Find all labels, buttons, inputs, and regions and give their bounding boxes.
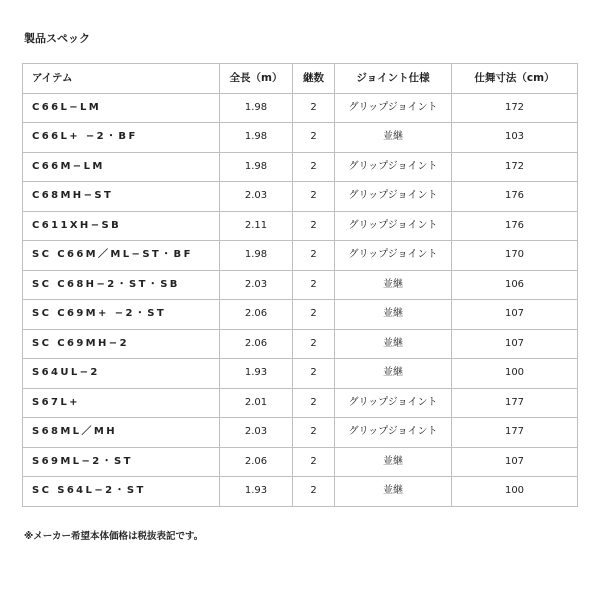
cell-closed-length: 107 [452,300,578,330]
cell-closed-length: 107 [452,329,578,359]
table-row [23,418,578,448]
cell-pieces: 2 [293,329,335,359]
cell-joint: グリップジョイント [335,211,452,241]
cell-length: 1.98 [220,241,293,271]
cell-length: 2.03 [220,270,293,300]
table-row [23,182,578,212]
cell-length: 2.11 [220,211,293,241]
cell-closed-length: 172 [452,93,578,123]
cell-pieces: 2 [293,241,335,271]
cell-item: C611XH−SB [23,211,220,241]
cell-closed-length: 106 [452,270,578,300]
cell-length: 2.06 [220,447,293,477]
cell-item: SC S64L−2・ST [23,477,220,507]
page-title: 製品スペック [24,32,90,45]
cell-pieces: 2 [293,359,335,389]
cell-pieces: 2 [293,152,335,182]
cell-length: 1.98 [220,152,293,182]
cell-item: S69ML−2・ST [23,447,220,477]
cell-length: 1.98 [220,123,293,153]
cell-pieces: 2 [293,388,335,418]
cell-item: SC C69M+ −2・ST [23,300,220,330]
cell-pieces: 2 [293,300,335,330]
cell-pieces: 2 [293,182,335,212]
cell-joint: 並継 [335,270,452,300]
cell-joint: グリップジョイント [335,152,452,182]
cell-pieces: 2 [293,447,335,477]
cell-closed-length: 170 [452,241,578,271]
header-item: アイテム [23,64,220,94]
header-joint: ジョイント仕様 [335,64,452,94]
cell-joint: 並継 [335,300,452,330]
cell-closed-length: 100 [452,477,578,507]
cell-item: S68ML／MH [23,418,220,448]
header-closed-length: 仕舞寸法（cm） [452,64,578,94]
cell-item: C68MH−ST [23,182,220,212]
cell-joint: グリップジョイント [335,241,452,271]
table-row [23,241,578,271]
cell-length: 1.93 [220,477,293,507]
table-row [23,152,578,182]
cell-pieces: 2 [293,270,335,300]
spec-table [22,63,578,507]
table-body [23,93,578,506]
footnote: ※メーカー希望本体価格は税抜表記です。 [24,531,204,542]
cell-joint: グリップジョイント [335,418,452,448]
cell-joint: 並継 [335,477,452,507]
cell-closed-length: 177 [452,418,578,448]
cell-length: 2.03 [220,418,293,448]
cell-item: SC C66M／ML−ST・BF [23,241,220,271]
table-row [23,93,578,123]
cell-length: 2.03 [220,182,293,212]
cell-closed-length: 172 [452,152,578,182]
header-length: 全長（m） [220,64,293,94]
header-pieces: 継数 [293,64,335,94]
table-row [23,270,578,300]
cell-pieces: 2 [293,123,335,153]
cell-joint: 並継 [335,123,452,153]
cell-closed-length: 100 [452,359,578,389]
cell-item: C66L+ −2・BF [23,123,220,153]
cell-length: 1.98 [220,93,293,123]
table-row [23,211,578,241]
cell-closed-length: 103 [452,123,578,153]
cell-item: SC C69MH−2 [23,329,220,359]
cell-length: 2.06 [220,300,293,330]
cell-length: 1.93 [220,359,293,389]
cell-length: 2.01 [220,388,293,418]
table-header-row [23,64,578,94]
cell-item: SC C68H−2・ST・SB [23,270,220,300]
table-row [23,329,578,359]
table-row [23,300,578,330]
cell-length: 2.06 [220,329,293,359]
cell-joint: 並継 [335,359,452,389]
table-row [23,447,578,477]
cell-item: C66M−LM [23,152,220,182]
cell-pieces: 2 [293,418,335,448]
table-row [23,388,578,418]
cell-joint: グリップジョイント [335,93,452,123]
cell-item: S64UL−2 [23,359,220,389]
cell-item: S67L+ [23,388,220,418]
table-row [23,359,578,389]
table-row [23,477,578,507]
cell-joint: 並継 [335,447,452,477]
cell-joint: 並継 [335,329,452,359]
cell-closed-length: 176 [452,211,578,241]
cell-joint: グリップジョイント [335,182,452,212]
cell-pieces: 2 [293,93,335,123]
table-row [23,123,578,153]
cell-closed-length: 177 [452,388,578,418]
cell-closed-length: 176 [452,182,578,212]
cell-joint: グリップジョイント [335,388,452,418]
cell-pieces: 2 [293,477,335,507]
cell-item: C66L−LM [23,93,220,123]
cell-pieces: 2 [293,211,335,241]
cell-closed-length: 107 [452,447,578,477]
